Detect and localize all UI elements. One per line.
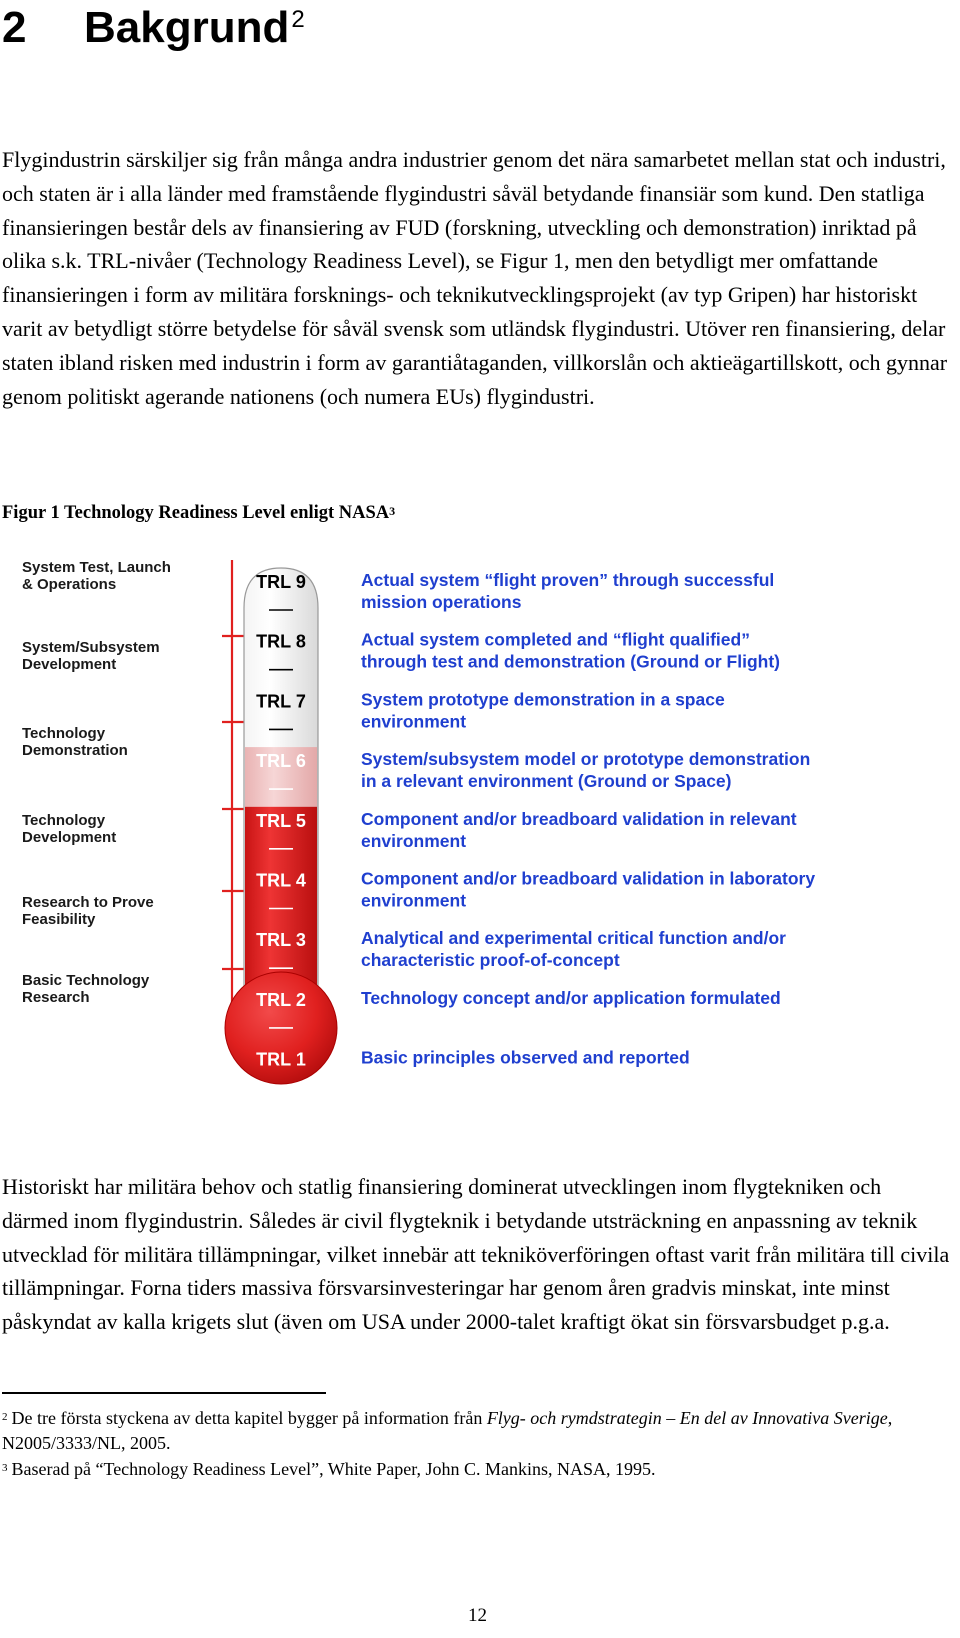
- figure-caption: [2, 500, 395, 526]
- trl-desc-4-line1: Component and/or breadboard validation in laboratory: [361, 868, 816, 889]
- footnote-2-text: De tre första styckena av detta kapitel bygger på information från: [11, 1408, 487, 1428]
- phase-bracket-5: [222, 891, 244, 969]
- trl-desc-6-line2: in a relevant environment (Ground or Space): [361, 771, 732, 792]
- trl-desc-8-line2: through test and demonstration (Ground or Flight): [361, 651, 780, 672]
- trl-desc-6-line1: System/subsystem model or prototype demonstration: [361, 749, 811, 770]
- trl-label-5: TRL 5: [256, 810, 306, 831]
- phase-labels: [22, 560, 171, 1006]
- phase-label-1-line1: System Test, Launch: [22, 560, 171, 576]
- trl-level-descriptions: [361, 570, 815, 1068]
- footnote-2-ref: , N2005/3333/NL, 2005.: [2, 1408, 893, 1453]
- trl-level-labels: [256, 572, 306, 1070]
- footnote-separator: [2, 1392, 326, 1394]
- page-number: 12: [468, 1605, 487, 1626]
- phase-label-5-line1: Research to Prove: [22, 894, 154, 911]
- trl-desc-8-line1: Actual system completed and “flight qualified”: [361, 629, 750, 650]
- trl-label-6: TRL 6: [256, 751, 306, 772]
- figure-caption-text: Figur 1 Technology Readiness Level enligt NASA: [2, 503, 390, 523]
- trl-label-1: TRL 1: [256, 1049, 306, 1070]
- trl-desc-5-line2: environment: [361, 830, 467, 851]
- footnote-ref-3: 3: [389, 504, 396, 518]
- section-title-text: Bakgrund: [84, 3, 290, 52]
- trl-label-2: TRL 2: [256, 989, 306, 1010]
- trl-thermometer-diagram: [0, 560, 960, 1140]
- trl-label-4: TRL 4: [256, 870, 306, 891]
- trl-desc-3-line1: Analytical and experimental critical function and/or: [361, 928, 786, 949]
- trl-desc-5-line1: Component and/or breadboard validation in relevant: [361, 808, 797, 829]
- phase-bracket-4: [222, 809, 244, 891]
- section-number: 2: [2, 3, 27, 52]
- trl-label-7: TRL 7: [256, 691, 306, 712]
- phase-label-1-line2: & Operations: [22, 576, 117, 593]
- footnote-3-text: Baserad på “Technology Readiness Level”, White Paper, John C. Mankins, NASA, 1995.: [11, 1459, 656, 1479]
- section-title: [84, 0, 305, 56]
- trl-desc-7-line2: environment: [361, 711, 467, 732]
- trl-desc-2-line1: Technology concept and/or application formulated: [361, 987, 781, 1008]
- footnote-ref-2: 2: [291, 6, 305, 33]
- trl-figure: [0, 560, 960, 1140]
- phase-label-3-line2: Demonstration: [22, 742, 128, 759]
- phase-bracket-1: [222, 560, 244, 636]
- footnote-3-marker: 3: [2, 1462, 8, 1474]
- trl-label-9: TRL 9: [256, 572, 306, 592]
- phase-label-4-line2: Development: [22, 829, 117, 846]
- phase-label-6-line1: Basic Technology: [22, 972, 150, 989]
- body-paragraph-1: Flygindustrin särskiljer sig från många andra industrier genom det nära samarbetet mellan stat och industri, och staten är i alla länder med framstående flygindustri såväl betydande finansiär som kund. Den statliga finansieringen består dels av finansiering av FUD (forskning, utveckling och demonstration) inriktad på olika s.k. TRL-nivåer (Technology Readiness Level), se Figur 1, men den betydligt mer omfattande finansieringen i form av militära forsknings- och teknikutvecklingsprojekt (av typ Gripen) har historiskt varit av betydligt större betydelse för såväl svensk som utländsk flygindustri. Utöver ren finansiering, delar staten ibland risken med industrin i form av garantiåtaganden, villkorslån och aktieägartillskott, och gynnar genom politiskt agerande nationens (och numera EUs) flygindustri.: [2, 147, 948, 409]
- body-paragraph-2: Historiskt har militära behov och statlig finansiering dominerat utvecklingen inom flygtekniken och därmed inom flygindustrin. Således är civil flygteknik i betydande utsträckning en anpassning av teknik utvecklad för militära tillämpningar, vilket innebär att tekniköverföringen oftast varit från militära till civila tillämpningar. Forna tiders massiva försvarsinvesteringar har genom åren gradvis minskat, inte minst påskyndat av kalla krigets slut (även om USA under 2000-talet kraftigt ökat sin försvarsbudget p.g.a.: [2, 1174, 950, 1335]
- phase-label-3-line1: Technology: [22, 725, 106, 742]
- footnote-2-title: Flyg- och rymdstrategin – En del av Innovativa Sverige: [486, 1408, 888, 1428]
- footnote-3: [2, 1457, 952, 1482]
- section-heading: [0, 0, 600, 56]
- phase-label-2-line2: Development: [22, 656, 117, 673]
- trl-desc-4-line2: environment: [361, 890, 467, 911]
- trl-desc-7-line1: System prototype demonstration in a space: [361, 689, 725, 710]
- trl-desc-3-line2: characteristic proof-of-concept: [361, 950, 620, 971]
- trl-desc-9-line2: mission operations: [361, 592, 522, 612]
- trl-desc-1-line1: Basic principles observed and reported: [361, 1047, 690, 1068]
- phase-label-4-line1: Technology: [22, 812, 106, 829]
- trl-label-3: TRL 3: [256, 930, 306, 951]
- phase-label-2-line1: System/Subsystem: [22, 639, 160, 656]
- footnote-2: [2, 1406, 952, 1456]
- trl-desc-9-line1: Actual system “flight proven” through successful: [361, 570, 775, 590]
- trl-label-8: TRL 8: [256, 631, 306, 652]
- phase-bracket-2: [222, 636, 244, 722]
- footnote-2-marker: 2: [2, 1411, 8, 1423]
- phase-label-6-line2: Research: [22, 989, 90, 1006]
- phase-label-5-line2: Feasibility: [22, 911, 96, 928]
- phase-bracket-3: [222, 722, 244, 809]
